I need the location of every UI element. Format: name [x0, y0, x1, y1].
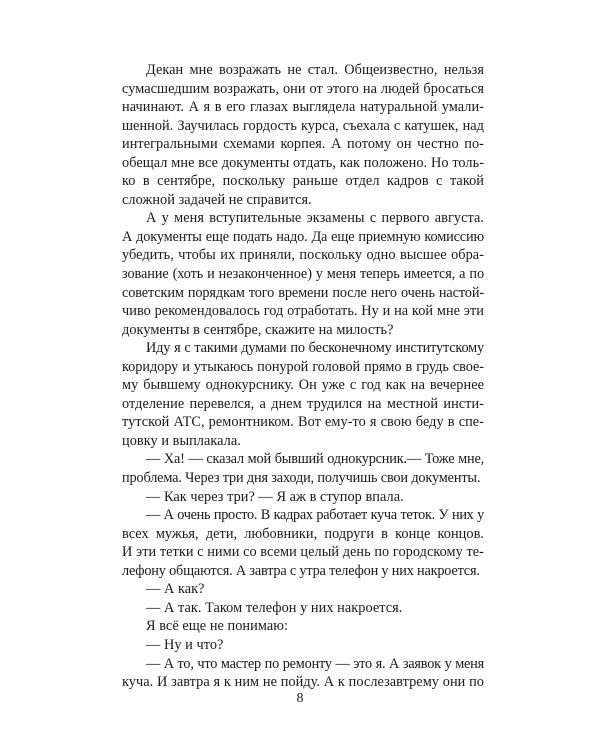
text-line: лефону общаются. А завтра с утра телефон у них накроется. — [122, 562, 480, 579]
text-line: — А как? — [146, 581, 205, 598]
text-line: куча. И завтра я к ним не пойду. А к послезавтрему они по — [122, 674, 484, 691]
text-line: всех мужья, дети, любовники, подруги в конце концов. — [122, 525, 484, 542]
text-line: — Как через три? — Я аж в ступор впала. — [146, 488, 404, 505]
text-line: шенной. Заучилась гордость курса, съехала с катушек, над — [122, 117, 484, 134]
text-line: Декан мне возражать не стал. Общеизвестно, нельзя — [146, 62, 484, 78]
text-line: — Ну и что? — [146, 636, 224, 653]
text-line: коридору и утыкаюсь понурой головой прямо в грудь свое- — [122, 358, 484, 375]
text-line: — А то, что мастер по ремонту — это я. А заявок у меня — [146, 655, 484, 672]
text-line: цовку и выплакала. — [122, 432, 241, 449]
text-line: отделение перевелся, а днем трудился на местной инсти- — [122, 395, 484, 412]
text-line: советским порядкам того времени после него очень настой- — [122, 284, 484, 301]
text-line: тутской АТС, ремонтником. Вот ему-то я свою беду в спе- — [122, 414, 484, 431]
text-line: убедить, чтобы их приняли, поскольку одно высшее обра- — [122, 247, 484, 264]
text-line: обещал мне все документы отдать, как положено. Но толь- — [122, 154, 484, 171]
text-line: интегральными схемами корпея. А потому он честно по- — [122, 136, 484, 153]
text-line: сложной задачей не справится. — [122, 191, 312, 208]
text-line: Я всё еще не понимаю: — [146, 618, 288, 635]
text-line: А у меня вступительные экзамены с первого августа. — [146, 210, 484, 227]
text-line: И эти тетки с ними со всеми целый день по городскому те- — [122, 544, 484, 561]
text-line: сумасшедшим возражать, они от этого на людей бросаться — [122, 80, 484, 97]
text-line: — А так. Таком телефон у них накроется. — [146, 599, 403, 616]
text-line: А документы еще подать надо. Да еще приемную комиссию — [122, 228, 484, 245]
text-line: — А очень просто. В кадрах работает куча теток. У них у — [146, 507, 484, 524]
text-line: проблема. Через три дня заходи, получишь свои документы. — [122, 470, 481, 487]
text-line: му бывшему однокурснику. Он уже с год как на вечернее — [122, 377, 484, 394]
text-line: документы в сентябре, скажите на милость? — [122, 321, 394, 338]
text-line: начинают. А я в его глазах выглядела натуральной умали- — [122, 99, 484, 116]
text-line: — Ха! — сказал мой бывший однокурсник.— Тоже мне, — [146, 451, 484, 468]
text-line: чиво рекомендовалось год отработать. Ну и на кой мне эти — [122, 303, 484, 320]
body-text — [122, 61, 484, 692]
page-number: 8 — [296, 691, 304, 706]
text-line: зование (хоть и незаконченное) у меня теперь имеется, а по — [122, 266, 484, 283]
text-line: ко в сентябре, поскольку раньше отдел кадров с такой — [122, 173, 484, 190]
text-line: Иду я с такими думами по бесконечному институтскому — [146, 340, 484, 357]
